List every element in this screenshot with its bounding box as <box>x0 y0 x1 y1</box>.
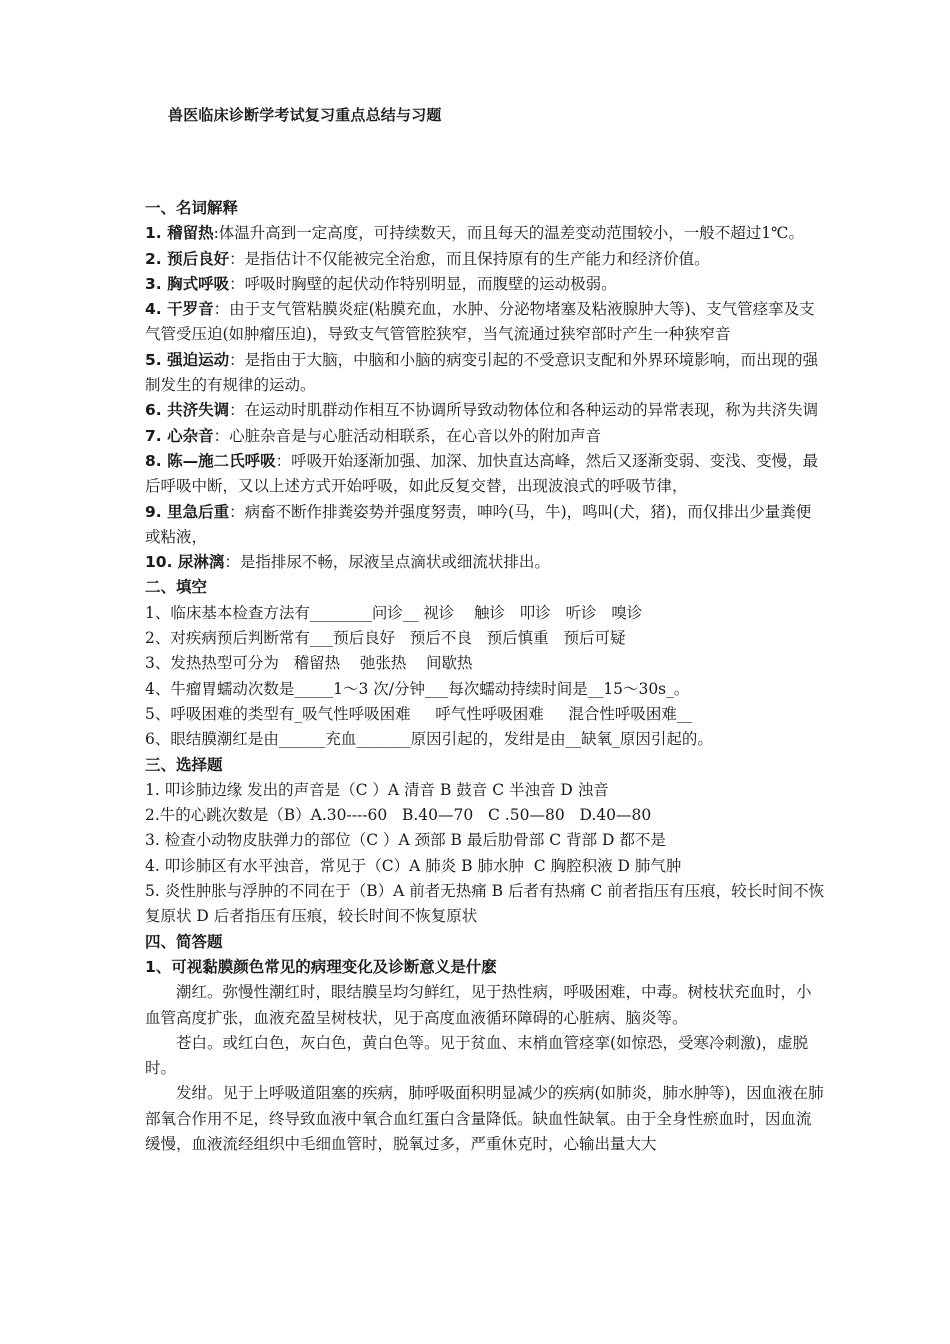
definition-term: 8. 陈—施二氏呼吸 <box>145 451 276 470</box>
section-heading-multiple-choice: 三、选择题 <box>145 755 223 774</box>
definition-item <box>145 550 825 575</box>
answer-paragraph: 发绀。见于上呼吸道阻塞的疾病，肺呼吸面积明显减少的疾病(如肺炎，肺水肿等)，因血液在肺部氧合作用不足，终导致血液中氧合血红蛋白含量降低。缺血性缺氧。由于全身性瘀血时，因血流缓慢，血液流经组织中毛细血管时，脱氧过多，严重休克时，心输出量大大 <box>145 1084 824 1153</box>
choice-item: 3. 检查小动物皮肤弹力的部位（C ）A 颈部 B 最后肋骨部 C 背部 D 都不是 <box>145 831 666 850</box>
choice-item: 1. 叩诊肺边缘 发出的声音是（C ）A 清音 B 鼓音 C 半浊音 D 浊音 <box>145 780 609 799</box>
choice-item: 5. 炎性肿胀与浮肿的不同在于（B）A 前者无热痛 B 后者有热痛 C 前者指压有压痕，较长时间不恢复原状 D 后者指压有压痕，较长时间不恢复原状 <box>145 882 825 926</box>
definition-item <box>145 297 825 348</box>
definition-item <box>145 247 825 272</box>
definition-term: 10. 尿淋漓 <box>145 553 225 572</box>
definition-text: ：是指由于大脑，中脑和小脑的病变引起的不受意识支配和外界环境影响，而出现的强制发生的有规律的运动。 <box>145 350 819 395</box>
definition-term: 6. 共济失调 <box>145 401 230 420</box>
definition-term: 1. 稽留热 <box>145 224 214 243</box>
definition-text: ：心脏杂音是与心脏活动相联系，在心音以外的附加声音 <box>213 426 602 445</box>
definition-item <box>145 348 825 399</box>
answer-paragraph: 潮红。弥慢性潮红时，眼结膜呈均匀鲜红，见于热性病，呼吸困难，中毒。树枝状充血时，小血管高度扩张，血液充盈呈树枝状，见于高度血液循环障碍的心脏病、脑炎等。 <box>145 983 812 1027</box>
section-heading-definitions: 一、名词解释 <box>145 199 239 217</box>
definition-text: ：呼吸时胸壁的起伏动作特别明显，而腹壁的运动极弱。 <box>229 274 617 293</box>
fill-in-item: 1、临床基本检查方法有________问诊__ 视诊 触诊 叩诊 听诊 嗅诊 <box>145 603 643 622</box>
definition-item <box>145 221 825 246</box>
definition-item <box>145 500 825 551</box>
definition-term: 5. 强迫运动 <box>145 350 230 369</box>
section-heading-short-answer: 四、简答题 <box>145 932 223 951</box>
fill-in-item: 5、呼吸困难的类型有_吸气性呼吸困难 呼气性呼吸困难 混合性呼吸困难__ <box>145 704 693 723</box>
definition-item <box>145 272 825 297</box>
definition-text: ：是指排尿不畅，尿液呈点滴状或细流状排出。 <box>224 553 550 572</box>
definition-term: 3. 胸式呼吸 <box>145 274 230 293</box>
choice-item: 2.牛的心跳次数是（B）A.30----60 B.40—70 C .50—80 D.40—80 <box>145 806 652 825</box>
document-body <box>145 196 825 1157</box>
fill-in-item: 3、发热热型可分为 稽留热 弛张热 间歇热 <box>145 654 473 673</box>
answer-paragraph: 苍白。或红白色，灰白色，黄白色等。见于贫血、末梢血管痉挛(如惊恐，受寒冷刺激)，虚脱时。 <box>145 1033 809 1078</box>
definition-text: :体温升高到一定高度，可持续数天，而且每天的温差变动范围较小，一般不超过1℃。 <box>213 224 805 243</box>
definition-item <box>145 424 825 449</box>
choice-item: 4. 叩诊肺区有水平浊音，常见于（C）A 肺炎 B 肺水肿 C 胸腔积液 D 肺气肿 <box>145 856 682 875</box>
document-title: 兽医临床诊断学考试复习重点总结与习题 <box>168 106 442 124</box>
definition-text: ：是指估计不仅能被完全治愈，而且保持原有的生产能力和经济价值。 <box>229 249 710 268</box>
fill-in-item: 4、牛瘤胃蠕动次数是_____1～3 次/分钟___每次蠕动持续时间是__15～30s_。 <box>145 679 690 698</box>
fill-in-item: 2、对疾病预后判断常有___预后良好 预后不良 预后慎重 预后可疑 <box>145 629 626 648</box>
definition-text: ：呼吸开始逐渐加强、加深、加快直达高峰，然后又逐渐变弱、变浅、变慢，最后呼吸中断，又以上述方式开始呼吸，如此反复交替，出现波浪式的呼吸节律， <box>145 451 819 496</box>
definition-text: ：由于支气管粘膜炎症(粘膜充血，水肿、分泌物堵塞及粘液腺肿大等)、支气管痉挛及支气管受压迫(如肿瘤压迫)，导致支气管管腔狭窄，当气流通过狭窄部时产生一种狭窄音 <box>145 300 815 344</box>
definition-text: ：在运动时肌群动作相互不协调所导致动物体位和各种运动的异常表现，称为共济失调 <box>229 401 819 420</box>
fill-in-item: 6、眼结膜潮红是由______充血_______原因引起的，发绀是由__缺氧_原因引起的。 <box>145 730 713 749</box>
definition-term: 2. 预后良好 <box>145 249 230 268</box>
definition-item <box>145 398 825 423</box>
definition-term: 7. 心杂音 <box>145 426 214 445</box>
short-answer-question: 1、可视黏膜颜色常见的病理变化及诊断意义是什麽 <box>145 957 497 976</box>
definition-text: ：病畜不断作排粪姿势并强度努责，呻吟(马，牛)，鸣叫(犬，猪)，而仅排出少量粪便或粘液， <box>145 502 812 546</box>
definition-term: 4. 干罗音 <box>145 300 214 319</box>
section-heading-fill-in: 二、填空 <box>145 578 208 597</box>
definition-item <box>145 449 825 500</box>
definition-term: 9. 里急后重 <box>145 502 230 521</box>
